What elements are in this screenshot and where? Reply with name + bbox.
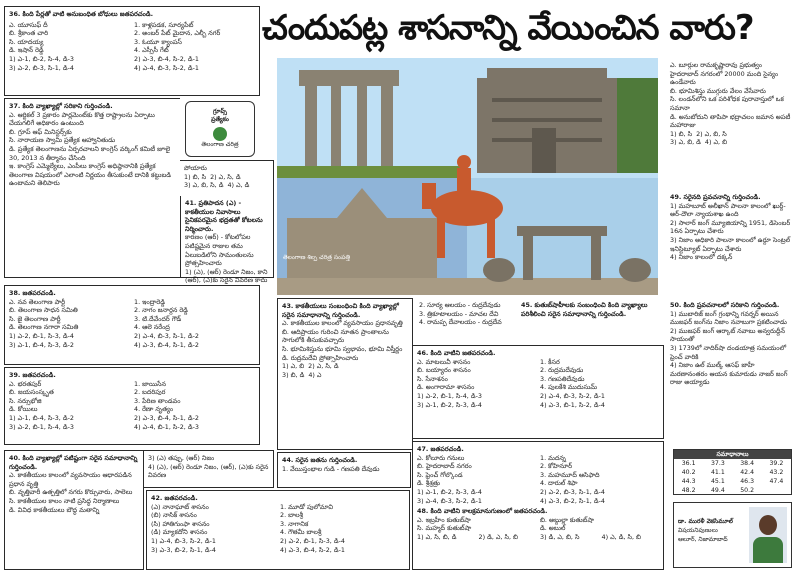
answer-option: 3) 1739లో నాదిర్‌షా దండయాత్ర సమయంలో ఫ్రెంచ్ వారికి <box>670 343 787 361</box>
statement: సి. నారాయణ స్వామి ప్రత్యేక ఆహ్వానితుడు <box>9 136 116 145</box>
statement: బి. వృత్తివారీ ఉత్పత్తిలో నగరు కొర్సువారు, సాలెలు <box>9 488 133 497</box>
question-head: 43. కాకతీయులు సంబంధించి కింది వ్యాఖ్యాల్లో సరైన సమాధానాన్ని గుర్తించండి. <box>282 302 399 319</box>
statement: ఎ. బూర్గుల రామకృష్ణారావు ప్రభుత్వం హైదరాబాద్ నగరంలో 20000 మంది సైన్యం ఉండేవారు <box>670 61 779 87</box>
option-left: సి. సేనాశనం <box>417 374 448 383</box>
question-head: 49. సరైనది ప్రవచనాన్ని గుర్తించండి. <box>670 193 761 201</box>
answer-option: 3) (ఎ) తప్పు, (ఆర్) నిజం <box>148 454 215 462</box>
question-42 <box>146 490 410 570</box>
option-left: సి. నర్సుభోజి <box>9 396 42 405</box>
statement: బి. అబ్దుల్లా కుతుబ్‌షా <box>540 515 594 524</box>
temple-photo-collage <box>277 58 658 295</box>
answer-option: 2) సాలార్ జంగ్ మ్యూజియాన్ని 1951, డిసెంబర్ 16న ఏర్పాటు చేశారు <box>670 218 791 236</box>
question-50 <box>666 298 796 446</box>
question-head: 37. కింది వ్యాఖ్యాల్లో సరికాని గుర్తించండి. <box>9 102 113 110</box>
option-right: 4. ఎస్సీసీ గేట్ <box>134 46 169 55</box>
option-right: 2. రుద్రమదేవుడు <box>540 366 584 375</box>
option-right: 3. నాగానిక <box>280 519 309 528</box>
option-right: 1. కాళ్లపడక, సూర్యపేట్ <box>134 20 194 29</box>
option-left: బి. జయసంస్కృత <box>9 388 54 397</box>
answer-cell: 50.2 <box>740 487 755 494</box>
statement: ఎ. ఇబ్రహీం కుతుబ్‌షా <box>417 515 471 524</box>
page-title: చందుపట్ల శాసనాన్ని వేయించిన వారు? <box>262 8 754 48</box>
answer-option: 3) ఎ-2, బి-3, సి-1, డి-4 <box>9 63 74 72</box>
option-right: 3. ఓయూ క్యాంపస్ <box>134 37 182 46</box>
answer-option: 3) ఎ-1, బి-2, సి-3, డి-4 <box>417 400 482 409</box>
option-left: డి. ఇషాన్ రెడ్డి <box>9 46 44 55</box>
statement: డి. ప్రత్యేక తెలంగాణను ఏర్పరచాలని కాంగ్రెస్ వర్కింగ్ కమిటీ జూలై 30, 2013 న తీర్మానం చేసింది <box>9 144 171 162</box>
option-left: (సి) హాతిగుంఫా శాసనం <box>151 519 210 528</box>
question-40-options <box>144 450 274 488</box>
option-left: డి. శ్రీశ్రత్రు <box>417 479 441 488</box>
answer-option: 1) (ఎ), (ఆర్) రెండూ నిజం, కాని (ఆర్), (ఎ)కు సరైన వివరణ కాదు <box>185 267 268 285</box>
option-left: డి. తెలంగాణ నగారా సమితి <box>9 323 79 332</box>
answer-option: 2) ఎ, సి, డి <box>308 362 339 371</box>
answer-option: 1) ఎ-2, బి-1, సి-4, డి-3 <box>417 391 482 400</box>
author-place: ఆలూర్, నిజామాబాద్ <box>678 536 728 543</box>
answer-option: 1) ఎ-4, బి-3, సి-2, డి-1 <box>151 536 216 545</box>
option-right: 2. అంబర్ పేట్ మైదాన, ఎల్బీ నగర్ <box>134 29 221 38</box>
statement: డి. అబుల్ <box>540 524 566 533</box>
answer-cell: 49.4 <box>710 487 725 494</box>
answer-option: 2) ఎ-2, బి-3, సి-1, డి-4 <box>540 487 605 496</box>
answer-cell: 45.1 <box>710 478 725 485</box>
statement: సి. మహ్మద్ కుతుబ్‌షా <box>417 524 472 533</box>
answer-option: 1) ఎ-1, బి-4, సి-3, డి-2 <box>9 413 74 422</box>
answer-cell: 46.3 <box>740 478 755 485</box>
statement: బి. గ్రూప్ ఆఫ్ మినిస్టర్స్‌కు <box>9 127 72 136</box>
question-39 <box>4 367 260 445</box>
answer-cell: 43.2 <box>769 469 784 476</box>
statement: సి. భూమిశిస్తును భూమి స్వభావం, భూమి విస్తీర్ణం <box>282 344 403 353</box>
answer-option: 4) నిజాం ఉల్ ముల్క్ ఆసఫ్ జాహీ మరణానంతరం ఆయన కుమారుడు నాజర్ జంగ్ రాజు అయ్యాడు <box>670 361 788 387</box>
option-left: సి. జై తెలంగాణ పార్టీ <box>9 314 61 323</box>
answer-cell: 47.4 <box>769 478 784 485</box>
statement: పోయారు <box>184 164 207 172</box>
option-left: డి. కోయిలు <box>9 405 38 414</box>
option-right: 1. మదన్న <box>540 453 566 462</box>
author-name: డా. మురళీ వెకసిమూల్ <box>678 518 733 525</box>
answer-cell: 48.2 <box>681 487 696 494</box>
answer-option: 1) ఎ-1, బి-2, సి-4, డి-3 <box>9 54 74 63</box>
answer-option: 4) ఎ-4, బి-1, సి-2, డి-3 <box>134 422 199 431</box>
answer-option: 3) డి, ఎ, బి, సి <box>540 532 580 541</box>
question-36 <box>4 6 260 96</box>
question-41 <box>180 196 274 285</box>
answer-option: 3) నిజాం అధికారి పాలనా కాలంలో ఉర్దూ సెంట్రల్ ఇనిస్టిట్యూట్ ఏర్పాటు చేశారు <box>670 235 791 253</box>
question-head: 41. ప్రతిపాదన (ఎ) - కాకతీయుల నివాసాలు సైనికపరమైన భద్రతతో కోటలను నిర్మించారు. <box>185 199 263 233</box>
option-right: 3. పేరిణ తాండవం <box>134 396 181 405</box>
answer-cell: 44.3 <box>681 478 696 485</box>
answer-option: 4. రామప్ప దేవాలయం - రుద్రదేవ <box>419 318 502 327</box>
statement: బి. భూమిశిస్తు ముగ్గురు వేలం వేసేవారు <box>670 86 766 95</box>
option-right: 3. టి.దేవేందర్ గౌడ్ <box>134 314 182 323</box>
question-38 <box>4 285 260 365</box>
answer-option: 2) ఎ, బి, సి <box>696 129 727 138</box>
question-head: 45. కుతుబ్‌షాహీలకు సంబంధించి కింది వ్యాఖ్యాలు పరిశీలించి సరైన సమాధానాన్ని గుర్తించండి. <box>521 301 648 318</box>
answer-cell: 37.3 <box>710 460 725 467</box>
option-right: 4. పులకేశి ముదుసుమ్ <box>540 383 598 392</box>
answer-option: 2) ఎ, సి, డి <box>210 172 241 181</box>
answer-option: 2) ముజఫర్ జంగ్ ఆర్కాట్ నవాబు అన్వరుద్దీన్ సాయంతో <box>670 326 785 344</box>
option-right: 2. బాలశ్రీ <box>280 511 304 520</box>
answer-option: 4) ఎ-4, బి-3, సి-2, డి-1 <box>134 63 199 72</box>
answer-option: 3) ఎ, బి, సి, డి <box>184 181 224 190</box>
answer-key-title: సమాధానాలు <box>674 450 791 459</box>
answer-option: 4) ఎ <box>308 370 322 379</box>
question-44 <box>277 452 411 488</box>
option-left: (ఎ) నానాఘాట్ శాసనం <box>151 502 209 511</box>
option-right: 4. రేణా నృత్యం <box>134 405 174 414</box>
option-left: (డి) మ్యాకదోని శాసనం <box>151 528 208 537</box>
question-head: 42. జతపరచండి. <box>151 494 198 502</box>
statement: డి. వివిధ కాకతీయులు బౌద్ధ మతాన్ని <box>9 505 100 514</box>
question-head: 48. కింది వాటిని కాలక్రమానుగుణంలో జతపరచండి. <box>417 507 548 516</box>
answer-option: 1) బి, సి <box>670 129 693 138</box>
question-49 <box>666 190 796 300</box>
question-head: 36. కింది పేర్లతో వాటి అనుబంధిత బోధులు జతపరచండి. <box>9 10 154 18</box>
answer-option: 4) ఎ-3, బి-2, సి-1, డి-4 <box>540 496 605 505</box>
badge-line: తెలంగాణ చరిత్ర <box>201 141 239 148</box>
answer-option: 3) ఎ-3, బి-2, సి-1, డి-4 <box>151 545 216 554</box>
question-44-continued <box>415 298 515 342</box>
question-47 <box>412 441 664 570</box>
right-column-statements <box>666 58 796 188</box>
question-head: 40. కింది వ్యాఖ్యాల్లో పటిష్టంగా సరైన సమాధానాన్ని గుర్తించండి. <box>9 454 138 471</box>
question-37-options <box>180 160 274 196</box>
question-45 <box>517 298 660 342</box>
author-role: విషయనిపుణులు <box>678 527 718 534</box>
option-left: బి. తెలంగాణ సాధన సమితి <box>9 306 78 315</box>
answer-option: 2. సూర్య ఆలయం - రుద్రదేవుడు <box>419 301 501 309</box>
option-right: 1. కీసర <box>540 357 560 366</box>
answer-option: 4) నిజాం కాలంలో దక్కన్ <box>670 253 733 262</box>
option-right: 4. గౌతమీ బాలశ్రీ <box>280 528 322 537</box>
option-right: 3. గణపతిదేవుడు <box>540 374 585 383</box>
question-head: 46. కింది వాటిని జతపరచండి. <box>417 349 496 357</box>
answer-option: 1) ఎ, సి, బి, డి <box>417 532 457 541</box>
option-left: ఎ. నవ తెలంగాణ పార్టీ <box>9 297 65 306</box>
answer-option: 3) బి, డి <box>282 370 305 379</box>
answer-cell: 36.1 <box>681 460 696 467</box>
author-card <box>673 502 792 568</box>
answer-cell: 38.4 <box>740 460 755 467</box>
answer-cell: 40.2 <box>681 469 696 476</box>
answer-cell: 41.1 <box>710 469 725 476</box>
option-right: 2. బదరిపుర <box>134 388 166 397</box>
answer-option: 4) (ఎ), (ఆర్) రెండూ నిజం, (ఆర్), (ఎ)కు సరైన వివరణ <box>148 462 269 480</box>
statement: సి. కాకతీయుల కాలం నాటి ప్రసిద్ధ నిర్మాణాలు <box>9 496 120 505</box>
answer-cell: 39.2 <box>769 460 784 467</box>
option-left: బి. బయ్యారం శాసనం <box>417 366 471 375</box>
answer-option: 2) ఎ-2, బి-1, సి-3, డి-4 <box>280 536 345 545</box>
option-left: డి. అంగారామా శాసనం <box>417 383 475 392</box>
option-right: 2. నాగం జనార్దన రెడ్డి <box>134 306 188 315</box>
groups-badge <box>185 101 255 157</box>
answer-option: 1) ముబారిజ్ జంగ్ గ్రంథాన్ని గవర్నర్ అయిన ముజఫర్ జంగ్‌ను నిజాం నవాబుగా ప్రకటించాడు <box>670 309 787 327</box>
question-46 <box>412 345 664 439</box>
statement: డి. అనుబోదుని తాపిపా భద్రాచలం జమాన అపటీ మహారాజు <box>670 112 791 130</box>
leaf-icon <box>213 127 227 141</box>
answer-option: 2) ఎ-4, బి-3, సి-1, డి-2 <box>134 331 199 340</box>
statement: డి. రుద్రమదేవి ప్రోత్సాహించారు <box>282 353 359 362</box>
statement: ఇ. కాంగ్రెస్ ఎమ్మెల్యేలు, ఎంపీలు కాంగ్రెస్ అధిష్ఠానానికి ప్రత్యేక తెలంగాణ విషయంలో ఎలాంటి నిర్ణయం తీసుకుంటే దానికి కట్టుబడి ఉంటామని తెలిపారు <box>9 162 171 188</box>
option-left: ఎ. మాటలువీ శాసనం <box>417 357 471 366</box>
answer-option: 4) ఎ, డి, సి, బి <box>601 532 641 541</box>
answer-option: 4) ఎ-3, బి-1, సి-2, డి-4 <box>540 400 605 409</box>
statement: కారణం (ఆర్) - కోటలోపల పటిష్టమైన రాజుల తమ ఏలుబడిలోని సామంతులను ప్రోత్సహించారు <box>185 233 254 268</box>
question-37 <box>4 98 180 278</box>
answer-option: 1) మహబూబ్ అలీఖాన్ పాలనా కాలంలో ఖుర్ద్-అర్-దౌలా న్యాయశాఖ ఉంది <box>670 201 786 219</box>
answer-option: 2) డి, ఎ, సి, బి <box>478 532 518 541</box>
answer-option: 1) ఎ-2, బి-1, సి-3, డి-4 <box>9 331 74 340</box>
answer-option: 4) ఎ, డి <box>227 181 250 190</box>
answer-option: 4) ఎ-3, బి-4, సి-1, డి-2 <box>134 340 199 349</box>
answer-option: 1) ఎ, బి <box>282 362 305 371</box>
author-photo <box>749 507 787 563</box>
option-left: సి. ఫ్రెంచ్ గోల్కొండ <box>417 470 463 479</box>
option-right: 1. జాయిసేన <box>134 379 167 388</box>
answer-option: 2) ఎ-3, బి-4, సి-2, డి-1 <box>134 54 199 63</box>
answer-option: 3) ఎ-1, బి-4, సి-3, డి-2 <box>9 340 74 349</box>
answer-key <box>673 449 792 495</box>
statement: సి. లండన్‌లోని ఒక పరిశోధక పురావాస్తులో ఒక సమానా <box>670 95 784 112</box>
option-right: 3. మహమూద్ ఆసిఫాది <box>540 470 600 479</box>
answer-option: 2) ఎ-3, బి-4, సి-1, డి-2 <box>134 413 199 422</box>
statement: బి. ఆదిప్రాయం గురించి నూతన ప్రాంతాలను సాగులోకి తీసుకువచ్చారు <box>282 327 389 345</box>
answer-cell: 42.4 <box>740 469 755 476</box>
question-head: 47. జతపరచండి. <box>417 445 464 453</box>
option-left: బి. హైదరాబాద్ నగరం <box>417 462 472 471</box>
question-40 <box>4 450 144 570</box>
statement: ఎ. కాకతీయుల కాలంలో వ్యవసాయం ప్రధానవృత్తి <box>282 319 403 328</box>
option-left: (బి) నాసిక్ శాసనం <box>151 511 197 520</box>
statement: ఎ. కాకతీయుల కాలంలో వ్యవసాయం ఆధారపడిన ప్రధాన వృత్తి <box>9 471 132 488</box>
question-43 <box>277 298 413 450</box>
option-right: 1. ఇంద్రారెడ్డి <box>134 297 165 306</box>
question-head: 39. జతపరచండి. <box>9 371 56 379</box>
answer-option: 1) ఎ-1, బి-2, సి-3, డి-4 <box>417 487 482 496</box>
option-right: 1. మూడో పులోమావి <box>280 502 333 511</box>
answer-option: 3) ఎ-2, బి-1, సి-4, డి-3 <box>9 422 74 431</box>
answer-option: 4) ఎ, బి <box>704 138 728 147</box>
answer-grid <box>674 459 791 495</box>
question-head: 50. కింది ప్రవచనాలలో సరికాని గుర్తించండి. <box>670 301 780 309</box>
question-head: 38. జతపరచండి. <box>9 289 56 297</box>
badge-line: గ్రూప్స్ <box>213 108 227 115</box>
option-left: ఎ. కోలూరు గనులు <box>417 453 465 462</box>
answer-option: 3) ఎ-4, బి-3, సి-2, డి-1 <box>417 496 482 505</box>
answer-option: 4) ఎ-3, బి-4, సి-2, డి-1 <box>280 545 345 554</box>
answer-option: 3) ఎ, బి, డి <box>670 138 701 147</box>
option-left: సి. యాదయ్య <box>9 37 44 46</box>
answer-option: 1) బి, సి <box>184 172 207 181</box>
option-right: 4. దారుల్ శిఫా <box>540 479 578 488</box>
option-left: ఎ. భరతపుర్ <box>9 379 42 388</box>
option-left: బి. శ్రీకాంత చారి <box>9 29 49 38</box>
answer-option: 1. వేయిస్తంభాల గుడి - గణపతి దేవుడు <box>282 464 380 473</box>
option-right: 4. ఆలె నరేంద్ర <box>134 323 170 332</box>
option-right: 2. కోహినూర్ <box>540 462 573 471</box>
statement: ఎ. ఆర్టికల్ 3 ప్రకారం పార్లమెంట్‌కు కొత్త రాష్ట్రాలను ఏర్పాటు చేయగలిగే అధికారం ఉంటుంది <box>9 110 155 128</box>
answer-option: 3. త్రికూటాలయం - మాచల దేవి <box>419 309 499 318</box>
question-head: 44. సరైన జతను గుర్తించండి. <box>282 456 358 464</box>
option-left: ఎ. యూసుఫ్ దీ <box>9 20 48 29</box>
photo-caption: తెలంగాణ శిల్ప చరిత్ర సంపత్తి <box>283 254 351 261</box>
badge-line: ప్రత్యేకం <box>211 116 229 123</box>
answer-option: 2) ఎ-4, బి-3, సి-2, డి-1 <box>540 391 605 400</box>
